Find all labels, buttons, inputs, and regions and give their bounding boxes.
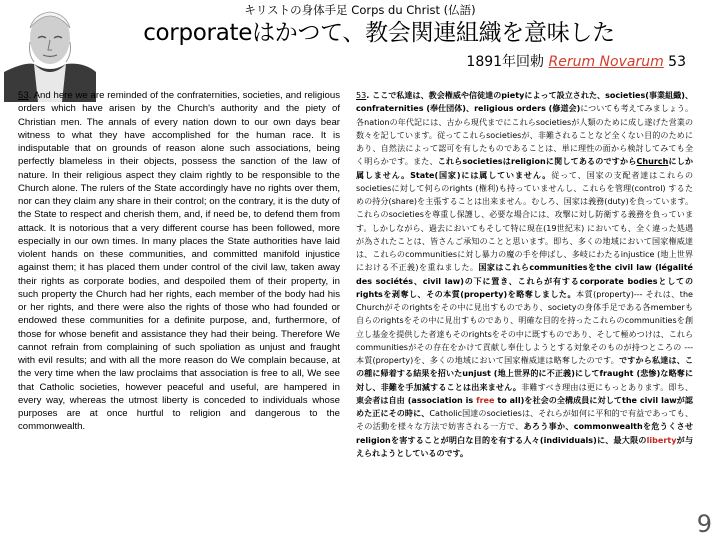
- ja-seg-11: ですから私達は、この種に帰着する結果を招いたunjust (地上世界的に不正義)にして: [356, 356, 693, 379]
- ja-seg-2: pietyによって設立された、societies(事業組織)、confraternities (奉仕団体)、religious orders (修道会): [356, 91, 693, 114]
- ja-seg-1: . ここで私達は、教会権威や信徒達の: [366, 91, 502, 100]
- ja-seg-12: fraught (悲惨)な略奪に対し、非難を手加減することは出来ません。: [356, 369, 693, 392]
- ja-seg-18: あろう事か、commonwealthを危うくさせreligionを害することが明白な目的を有する人々(individuals)に、最大限の: [356, 422, 693, 445]
- ja-seg-8: 従って、国家の支配者達はこれらのsocietiesに対して何らのrights (権利)も持っていませんし、これらを管理(control) するための持分(share)を主張することは出来ません。むしろ、国家は義務(duty)を負っています。これらのsocietiesを尊重し保護し、必要な場合には、攻撃に対し防衛する義務を負っています。しかしながら、過去においてもそして特に現在(19世紀末) においても、全く違った処遇が為されたことは、皆さんご承知のことと思います。即ち、多くの地域において国家権威達は、これらのcommunitiesに対し暴力の魔の手を伸ばし、多岐にわたるinjustice (地上世界における不正義)を重ねました。: [356, 170, 694, 273]
- source-citation: [466, 52, 686, 72]
- paragraph-number-ja: 53: [356, 91, 367, 100]
- english-paragraph: . And here we are reminded of the confraternities, societies, and religious orders which have arisen by the Church's authority and the piety of Christian men. The annals of every nation down to our own days bear witness to what they have accomplished for the human race. It is indisputable that on grounds of reason alone such associations, being perfectly blameless in their objects, possess the sanction of the law of nature. In their religious aspect they claim rightly to be responsible to the Church alone. The rulers of the State accordingly have no rights over them, nor can they claim any share in their control; on the contrary, it is the duty of the State to respect and cherish them, and, if need be, to defend them from attack. It is notorious that a very different course has been followed, more especially in our own times. In many places the State authorities have laid violent hands on these communities, and committed manifold injustice against them; it has placed them under control of the civil law, taken away their rights as corporate bodies, and despoiled them of their property, in such property the Church had her rights, each member of the body had his or her rights, and there were also the rights of those who had founded or endowed these communities for a definite purpose, and, furthermore, of those for whose benefit and assistance they had their being. Therefore We cannot refrain from complaining of such spoliation as unjust and fraught with evil results; and with all the more reason do We complain because, at the very time when the law proclaims that association is free to all, We see that Catholic societies, however peaceful and useful, are hampered in every way, whereas the utmost liberty is conceded to individuals whose purposes are at once hurtful to religion and dangerous to the commonwealth.: [18, 90, 340, 433]
- ja-seg-3: についても考えてみましょう。各nationの年代記には、古から現代までにこれらsocietiesが人類のために成し遂げた営業の数々を記しています。従ってこれらsocietiesが、非難されることなど全くない目的のためにあり、自然法によって認可を有したものであることは、単に理性の面から検討してみても全く明らかです。また、: [356, 104, 694, 167]
- page-number: 9: [696, 510, 712, 538]
- japanese-text-column: [356, 89, 693, 460]
- source-paragraph: 53: [663, 54, 686, 70]
- ja-seg-20: が与えられようとしているのです。: [356, 435, 693, 458]
- ja-seg-6: にしか属しません。: [356, 157, 694, 180]
- top-label: キリストの身体手足 Corps du Christ (仏語): [244, 3, 476, 17]
- page-title: [98, 16, 660, 50]
- ja-seg-17: Catholic国達のsocietiesは、それらが如何に平和的で有益であっても、その活動を様々な方法で妨害される一方で、: [356, 409, 693, 432]
- encyclical-link[interactable]: Rerum Novarum: [548, 54, 664, 70]
- ja-seg-19: liberty: [646, 435, 677, 445]
- ja-seg-4: これらsocietiesはreligionに関してあるのですから: [437, 157, 637, 167]
- ja-seg-9: 国家はこれらcommunitiesをthe civil law (légalité des sociétés、civil law)の下に置き、これらが有するcorporate bodiesとしてのrightsを剥奪し、その本質(property)を略奪しました。: [356, 263, 693, 299]
- source-year: 1891年回勅: [466, 54, 549, 70]
- ja-seg-5: Church: [636, 157, 669, 167]
- paragraph-number: 53: [18, 90, 29, 101]
- ja-seg-16: to all)を社会の全構成員に対してthe civil lawが認めた正にその時に、: [356, 395, 693, 418]
- pope-portrait: [4, 2, 96, 102]
- ja-seg-7: State(国家)には属していません。: [410, 170, 552, 180]
- ja-seg-14: 東会者は自由 (association is: [356, 395, 477, 405]
- headline-rest: はかつて、教会関連組織を意味した: [252, 20, 615, 46]
- english-text-column: [18, 89, 340, 434]
- ja-seg-10: 本質(property)--- それは、the Churchがそのrightsをその中に見出すものであり、societyの身体手足である各memberも自らのrightsをその中に見出すものであり、明確な目的を持ったこれらのcommunitiesを創立し基金を提供した者達もそのrightsをその中に既すものであり、そして極めつけは、これらcommunitiesがその存在をかけて貢献し奉仕しようとする対象そのものが持つところの --- 本質(property)を、多くの地域において国家権威達は略奪したのです。: [356, 289, 694, 365]
- ja-seg-15: free: [476, 395, 495, 405]
- headline-latin: corporate: [143, 20, 253, 46]
- ja-seg-13: 非難すべき理由は更にもっとあります。即ち、: [521, 382, 693, 392]
